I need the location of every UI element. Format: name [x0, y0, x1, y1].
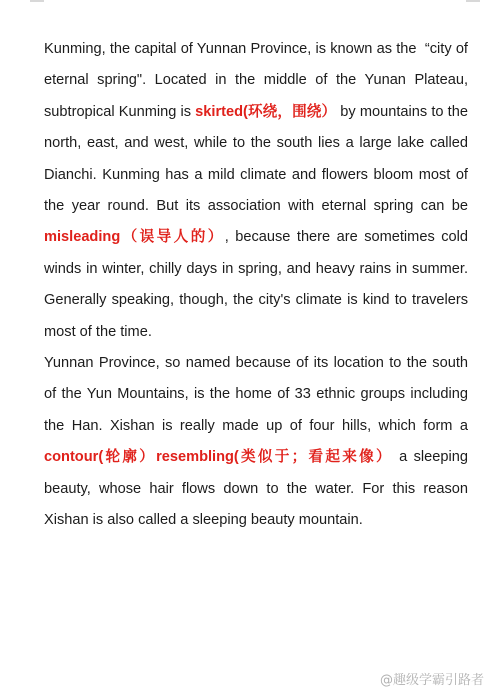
vocab-word-misleading: misleading: [44, 229, 121, 246]
text-segment: , because there are sometimes cold winds in winter, chilly days in spring, and heavy rains in summer. Generally speaking, though, the city's climate is kind to travelers most of the time.: [44, 229, 468, 340]
vocab-gloss-skirted: (环绕，围绕）: [243, 103, 337, 120]
text-segment: Kunming, the capital of Yunnan Province, is known as the “city of eternal spring". Located in the middle of the Yunan Plateau, subtropical Kunming is: [44, 41, 468, 120]
vocab-word-contour: contour: [44, 449, 99, 466]
text-segment: by mountains to the north, east, and west, while to the south lies a large lake called Dianchi. Kunming has a mild climate and flowers bloom most of the year round. But its association with eternal spring can be: [44, 103, 468, 215]
vocab-gloss-contour: (轮廓）: [98, 449, 157, 466]
vocab-gloss-resembling: (类似于；看起来像）: [233, 449, 393, 466]
vocab-word-resembling: resembling: [156, 449, 234, 466]
page-edge-mark: [30, 0, 44, 2]
watermark: @趣级学霸引路者: [379, 673, 484, 688]
text-segment: Yunnan Province, so named because of its location to the south of the Yun Mountains, is the home of 33 ethnic groups including the Han. Xishan is really made up of four hills, which form a: [44, 355, 468, 434]
text-segment: a sleeping beauty, whose hair flows down to the water. For this reason Xishan is also called a sleeping beauty mountain.: [44, 449, 468, 529]
vocab-word-skirted: skirted: [195, 103, 244, 120]
paragraph-kunming: [44, 34, 468, 348]
page-edge-mark: [466, 0, 480, 2]
paragraph-yunnan: [44, 348, 468, 536]
vocab-gloss-misleading: （误导人的）: [120, 229, 225, 246]
document-body: [44, 34, 468, 537]
top-page-edge: [0, 0, 500, 6]
